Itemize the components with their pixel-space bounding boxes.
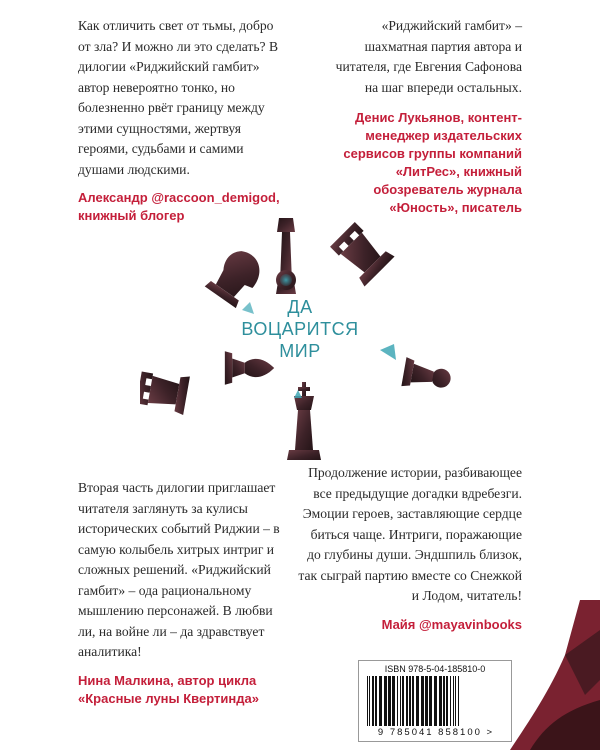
barcode-bar [453, 676, 454, 726]
barcode-bar [388, 676, 391, 726]
isbn-label: ISBN 978-5-04-185810-0 [384, 664, 486, 674]
barcode-bar [406, 676, 408, 726]
barcode-bar [379, 676, 382, 726]
quote-attribution: Александр @raccoon_demigod, книжный блогер [78, 190, 280, 223]
chess-piece-bottom [287, 382, 321, 460]
barcode-bar [458, 676, 459, 726]
barcode-bar [392, 676, 395, 726]
barcode-bar [409, 676, 411, 726]
barcode-bar [421, 676, 424, 726]
barcode-bar [400, 676, 401, 726]
quote-attribution: Денис Лукьянов, контент-менеджер издательских сервисов группы компаний «ЛитРес», книжный обозреватель журнала «Юность», писатель [343, 110, 522, 215]
quote-text: Как отличить свет от тьмы, добро от зла? И можно ли это сделать? В дилогии «Риджийский гамбит» автор невероятно тонко, но болезненно рвёт границу между этими сущностями, жертвуя героями, судьбами и самими душами людскими. [78, 18, 279, 177]
chess-piece-top-right [327, 219, 394, 286]
motto-line: МИР [279, 341, 321, 361]
chess-piece-left [140, 368, 190, 415]
chess-piece-right [401, 357, 453, 394]
quote-text: «Риджийский гамбит» – шахматная партия автора и читателя, где Евгения Сафонова на шаг впереди остальных. [335, 18, 522, 95]
quote-top-right [322, 16, 522, 217]
barcode-bar [384, 676, 387, 726]
barcode-bar [425, 676, 428, 726]
barcode-bar [412, 676, 414, 726]
quote-attribution: Нина Малкина, автор цикла «Красные луны Квертинда» [78, 672, 259, 706]
quote-bottom-left [78, 478, 288, 708]
quote-text: Вторая часть дилогии приглашает читателя заглянуть за кулисы исторических событий Риджии – в самую колыбель хитрых интриг и сложных решений. «Риджийский гамбит» – ода рациональному мышлению персонажей. В любви ли, на войне ли – да здравствует аналитика! [78, 480, 280, 659]
barcode-bar [369, 676, 370, 726]
motto-line: ВОЦАРИТСЯ [241, 319, 359, 339]
barcode-bar [429, 676, 432, 726]
barcode-bar [372, 676, 374, 726]
barcode-number: 9 785041 858100 > [377, 727, 495, 738]
barcode-bar [367, 676, 368, 726]
barcode-bar [439, 676, 442, 726]
quote-attribution: Майя @mayavinbooks [381, 616, 522, 632]
barcode-bar [446, 676, 448, 726]
barcode-bar [450, 676, 451, 726]
barcode-bar [455, 676, 456, 726]
quote-text: Продолжение истории, разбивающее все предыдущие догадки вдребезги. Эмоции героев, заставляющие сердце биться чаще. Интриги, поражающие до глубины души. Эндшпиль близок, так сыграй партию вместе со Снежкой и Лодом, читатель! [298, 465, 522, 603]
barcode-panel [358, 660, 512, 742]
barcode [365, 676, 507, 726]
motto-line: ДА [287, 297, 313, 317]
barcode-bar [402, 676, 404, 726]
barcode-bar [434, 676, 437, 726]
barcode-bar [375, 676, 377, 726]
barcode-bar [443, 676, 445, 726]
motto [220, 296, 380, 362]
barcode-bar [416, 676, 419, 726]
barcode-bar [397, 676, 398, 726]
